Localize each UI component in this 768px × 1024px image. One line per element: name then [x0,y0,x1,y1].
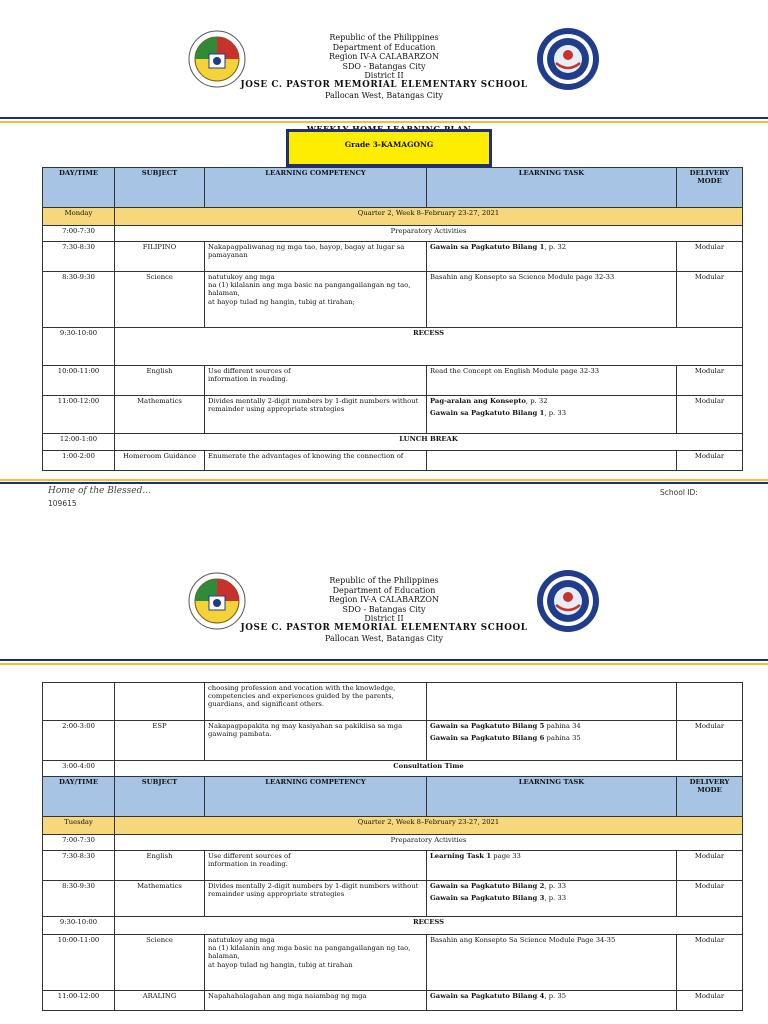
competency-line: na (1) kilalanin ang mga basic na pangangailangan ng tao, halaman, [208,281,411,298]
task-cell: Read the Concept on English Module page 32-33 [427,366,677,396]
mode-cell [677,683,743,721]
competency-line: information in reading. [208,860,288,869]
competency-line: Use different sources of [208,367,291,375]
mode-cell: Modular [677,991,743,1011]
day-label: Monday [43,208,115,226]
time-cell: 7:30-8:30 [43,851,115,881]
grade-section-box [286,129,492,167]
week-row [43,208,743,226]
competency-cell: Nakapagpaliwanag ng mga tao, hayop, bagay at lugar sa pamayanan [205,242,427,272]
table-row [43,761,743,777]
subject-cell: Mathematics [115,396,205,434]
task-cell [427,242,677,272]
competency-line: at hayop tulad ng hangin, tubig at tirahan; [208,297,355,306]
header-line-1: Republic of the Philippines [329,33,439,42]
competency-line: information in reading. [208,375,288,384]
activity-cell: RECESS [115,328,743,366]
competency-cell: Nakapagpapakita ng may kasiyahan sa pakikiisa sa mga gawaing pambata. [205,721,427,761]
subject-cell: Mathematics [115,881,205,917]
task-cell: Basahin ang Konsepto Sa Science Module Page 34-35 [427,935,677,991]
header-line-5: District II [364,71,404,81]
time-cell: 12:00-1:00 [43,434,115,451]
grade-section-label: Grade 3-KAMAGONG [344,140,434,149]
table-row [43,881,743,917]
mode-cell: Modular [677,881,743,917]
time-cell: 10:00-11:00 [43,366,115,396]
week-label: Quarter 2, Week 8–February 23-27, 2021 [115,208,743,226]
col-subject: SUBJECT [115,168,205,208]
subject-cell [115,683,205,721]
task-bold: Gawain sa Pagkatuto Bilang 3 [430,894,545,903]
activity-cell: Consultation Time [115,761,743,777]
table-row [43,272,743,328]
header-rule-blue [0,117,768,119]
task-cell [427,881,677,917]
competency-line: Use different sources of [208,852,291,860]
subject-cell: Science [115,935,205,991]
header-line-4: SDO - Batangas City [342,61,426,71]
footer-school-id-label: School ID: [660,488,698,497]
task-rest: , p. 33 [544,409,567,418]
school-name: JOSE C. PASTOR MEMORIAL ELEMENTARY SCHOOL [240,79,528,90]
footer-rule-gold [0,479,768,481]
time-cell: 7:00-7:30 [43,835,115,851]
day-label: Tuesday [43,817,115,835]
header-rule-gold [0,121,768,123]
competency-cell: Divides mentally 2-digit numbers by 1-digit numbers without remainder using appropriate strategies [205,396,427,434]
task-cell [427,683,677,721]
task-bold: Gawain sa Pagkatuto Bilang 2 [430,882,545,890]
header-line-4: SDO - Batangas City [342,604,426,614]
page-2 [0,512,768,1024]
time-cell: 2:00-3:00 [43,721,115,761]
table-row [43,434,743,451]
header-line-2: Department of Education [332,42,436,52]
competency-cell: Napahahalagahan ang mga naiambag ng mga [205,991,427,1011]
letterhead [0,33,768,100]
col-delivery: DELIVERY MODE [677,777,743,817]
table-row [43,683,743,721]
header-line-1: Republic of the Philippines [329,576,439,585]
school-name: JOSE C. PASTOR MEMORIAL ELEMENTARY SCHOOL [240,622,528,633]
col-day-time: DAY/TIME [43,777,115,817]
mode-cell: Modular [677,396,743,434]
time-cell: 10:00-11:00 [43,935,115,991]
footer-rule-blue [0,482,768,484]
col-subject: SUBJECT [115,777,205,817]
subject-cell: FILIPINO [115,242,205,272]
activity-cell: Preparatory Activities [115,835,743,851]
mode-cell: Modular [677,272,743,328]
competency-cell [205,935,427,991]
time-cell: 1:00-2:00 [43,451,115,471]
task-rest: , p. 35 [544,992,567,1000]
task-cell [427,851,677,881]
letterhead [0,576,768,643]
task-bold: Learning Task 1 [430,852,492,860]
header-line-5: District II [364,614,404,624]
competency-line: at hayop tulad ng hangin, tubig at tirahan [208,960,353,969]
competency-cell: Divides mentally 2-digit numbers by 1-digit numbers without remainder using appropriate strategies [205,881,427,917]
competency-cell: choosing profession and vocation with the knowledge, competencies and experiences guided by the parents, guardians, and significant others. [205,683,427,721]
table-row [43,721,743,761]
task-rest: pahina 34 [544,722,581,730]
subject-cell: Homeroom Guidance [115,451,205,471]
col-day-time: DAY/TIME [43,168,115,208]
col-competency: LEARNING COMPETENCY [205,168,427,208]
subject-cell: ESP [115,721,205,761]
table-row [43,396,743,434]
table-row [43,917,743,935]
task-rest: , p. 33 [544,894,567,903]
table-row [43,242,743,272]
task-bold: Pag-aralan ang Konsepto [430,397,526,405]
competency-line: na (1) kilalanin ang mga basic na pangangailangan ng tao, halaman, [208,944,411,961]
table-row [43,835,743,851]
time-cell: 8:30-9:30 [43,881,115,917]
learning-plan-table [42,682,743,1011]
col-task: LEARNING TASK [427,777,677,817]
table-header-row [43,777,743,817]
time-cell: 7:30-8:30 [43,242,115,272]
time-cell: 11:00-12:00 [43,991,115,1011]
header-line-2: Department of Education [332,585,436,595]
table-row [43,366,743,396]
table-row [43,451,743,471]
table-header-row [43,168,743,208]
subject-cell: English [115,851,205,881]
time-cell: 3:00-4:00 [43,761,115,777]
time-cell: 7:00-7:30 [43,226,115,242]
table-row [43,935,743,991]
time-cell: 8:30-9:30 [43,272,115,328]
subject-cell: Science [115,272,205,328]
col-competency: LEARNING COMPETENCY [205,777,427,817]
table-row [43,851,743,881]
competency-line: natutukoy ang mga [208,936,275,944]
school-address: Pallocan West, Batangas City [324,90,444,100]
subject-cell: ARALING [115,991,205,1011]
col-task: LEARNING TASK [427,168,677,208]
task-rest: , p. 32 [525,397,548,405]
header-line-3: Region IV-A CALABARZON [329,52,439,62]
task-bold: Gawain sa Pagkatuto Bilang 6 [430,734,545,743]
learning-plan-table [42,167,743,471]
week-row [43,817,743,835]
header-rule-blue [0,659,768,661]
mode-cell: Modular [677,851,743,881]
task-cell [427,396,677,434]
table-row [43,226,743,242]
col-delivery: DELIVERY MODE [677,168,743,208]
task-cell [427,991,677,1011]
task-rest: , p. 33 [544,882,567,890]
activity-cell: Preparatory Activities [115,226,743,242]
time-cell [43,683,115,721]
header-line-3: Region IV-A CALABARZON [329,595,439,605]
subject-cell: English [115,366,205,396]
task-cell [427,721,677,761]
week-label: Quarter 2, Week 8–February 23-27, 2021 [115,817,743,835]
competency-cell [205,851,427,881]
table-row [43,328,743,366]
task-rest: pahina 35 [544,734,581,743]
mode-cell: Modular [677,935,743,991]
task-rest: , p. 32 [544,243,567,251]
task-bold: Gawain sa Pagkatuto Bilang 5 [430,722,545,730]
activity-cell: LUNCH BREAK [115,434,743,451]
mode-cell: Modular [677,721,743,761]
competency-cell [205,272,427,328]
time-cell: 9:30-10:00 [43,328,115,366]
task-bold: Gawain sa Pagkatuto Bilang 1 [430,243,545,251]
table-row [43,991,743,1011]
mode-cell: Modular [677,242,743,272]
competency-cell [205,366,427,396]
time-cell: 11:00-12:00 [43,396,115,434]
task-bold: Gawain sa Pagkatuto Bilang 1 [430,409,545,418]
footer-motto: Home of the Blessed... [48,486,151,496]
school-address: Pallocan West, Batangas City [324,633,444,643]
competency-line: natutukoy ang mga [208,273,275,281]
competency-cell: Enumerate the advantages of knowing the connection of [205,451,427,471]
task-bold: Gawain sa Pagkatuto Bilang 4 [430,992,545,1000]
footer-school-id-value: 109615 [48,499,77,508]
time-cell: 9:30-10:00 [43,917,115,935]
mode-cell: Modular [677,366,743,396]
header-rule-gold [0,663,768,665]
mode-cell: Modular [677,451,743,471]
activity-cell: RECESS [115,917,743,935]
task-cell: Basahin ang Konsepto sa Science Module page 32-33 [427,272,677,328]
task-cell [427,451,677,471]
task-rest: page 33 [491,852,521,860]
